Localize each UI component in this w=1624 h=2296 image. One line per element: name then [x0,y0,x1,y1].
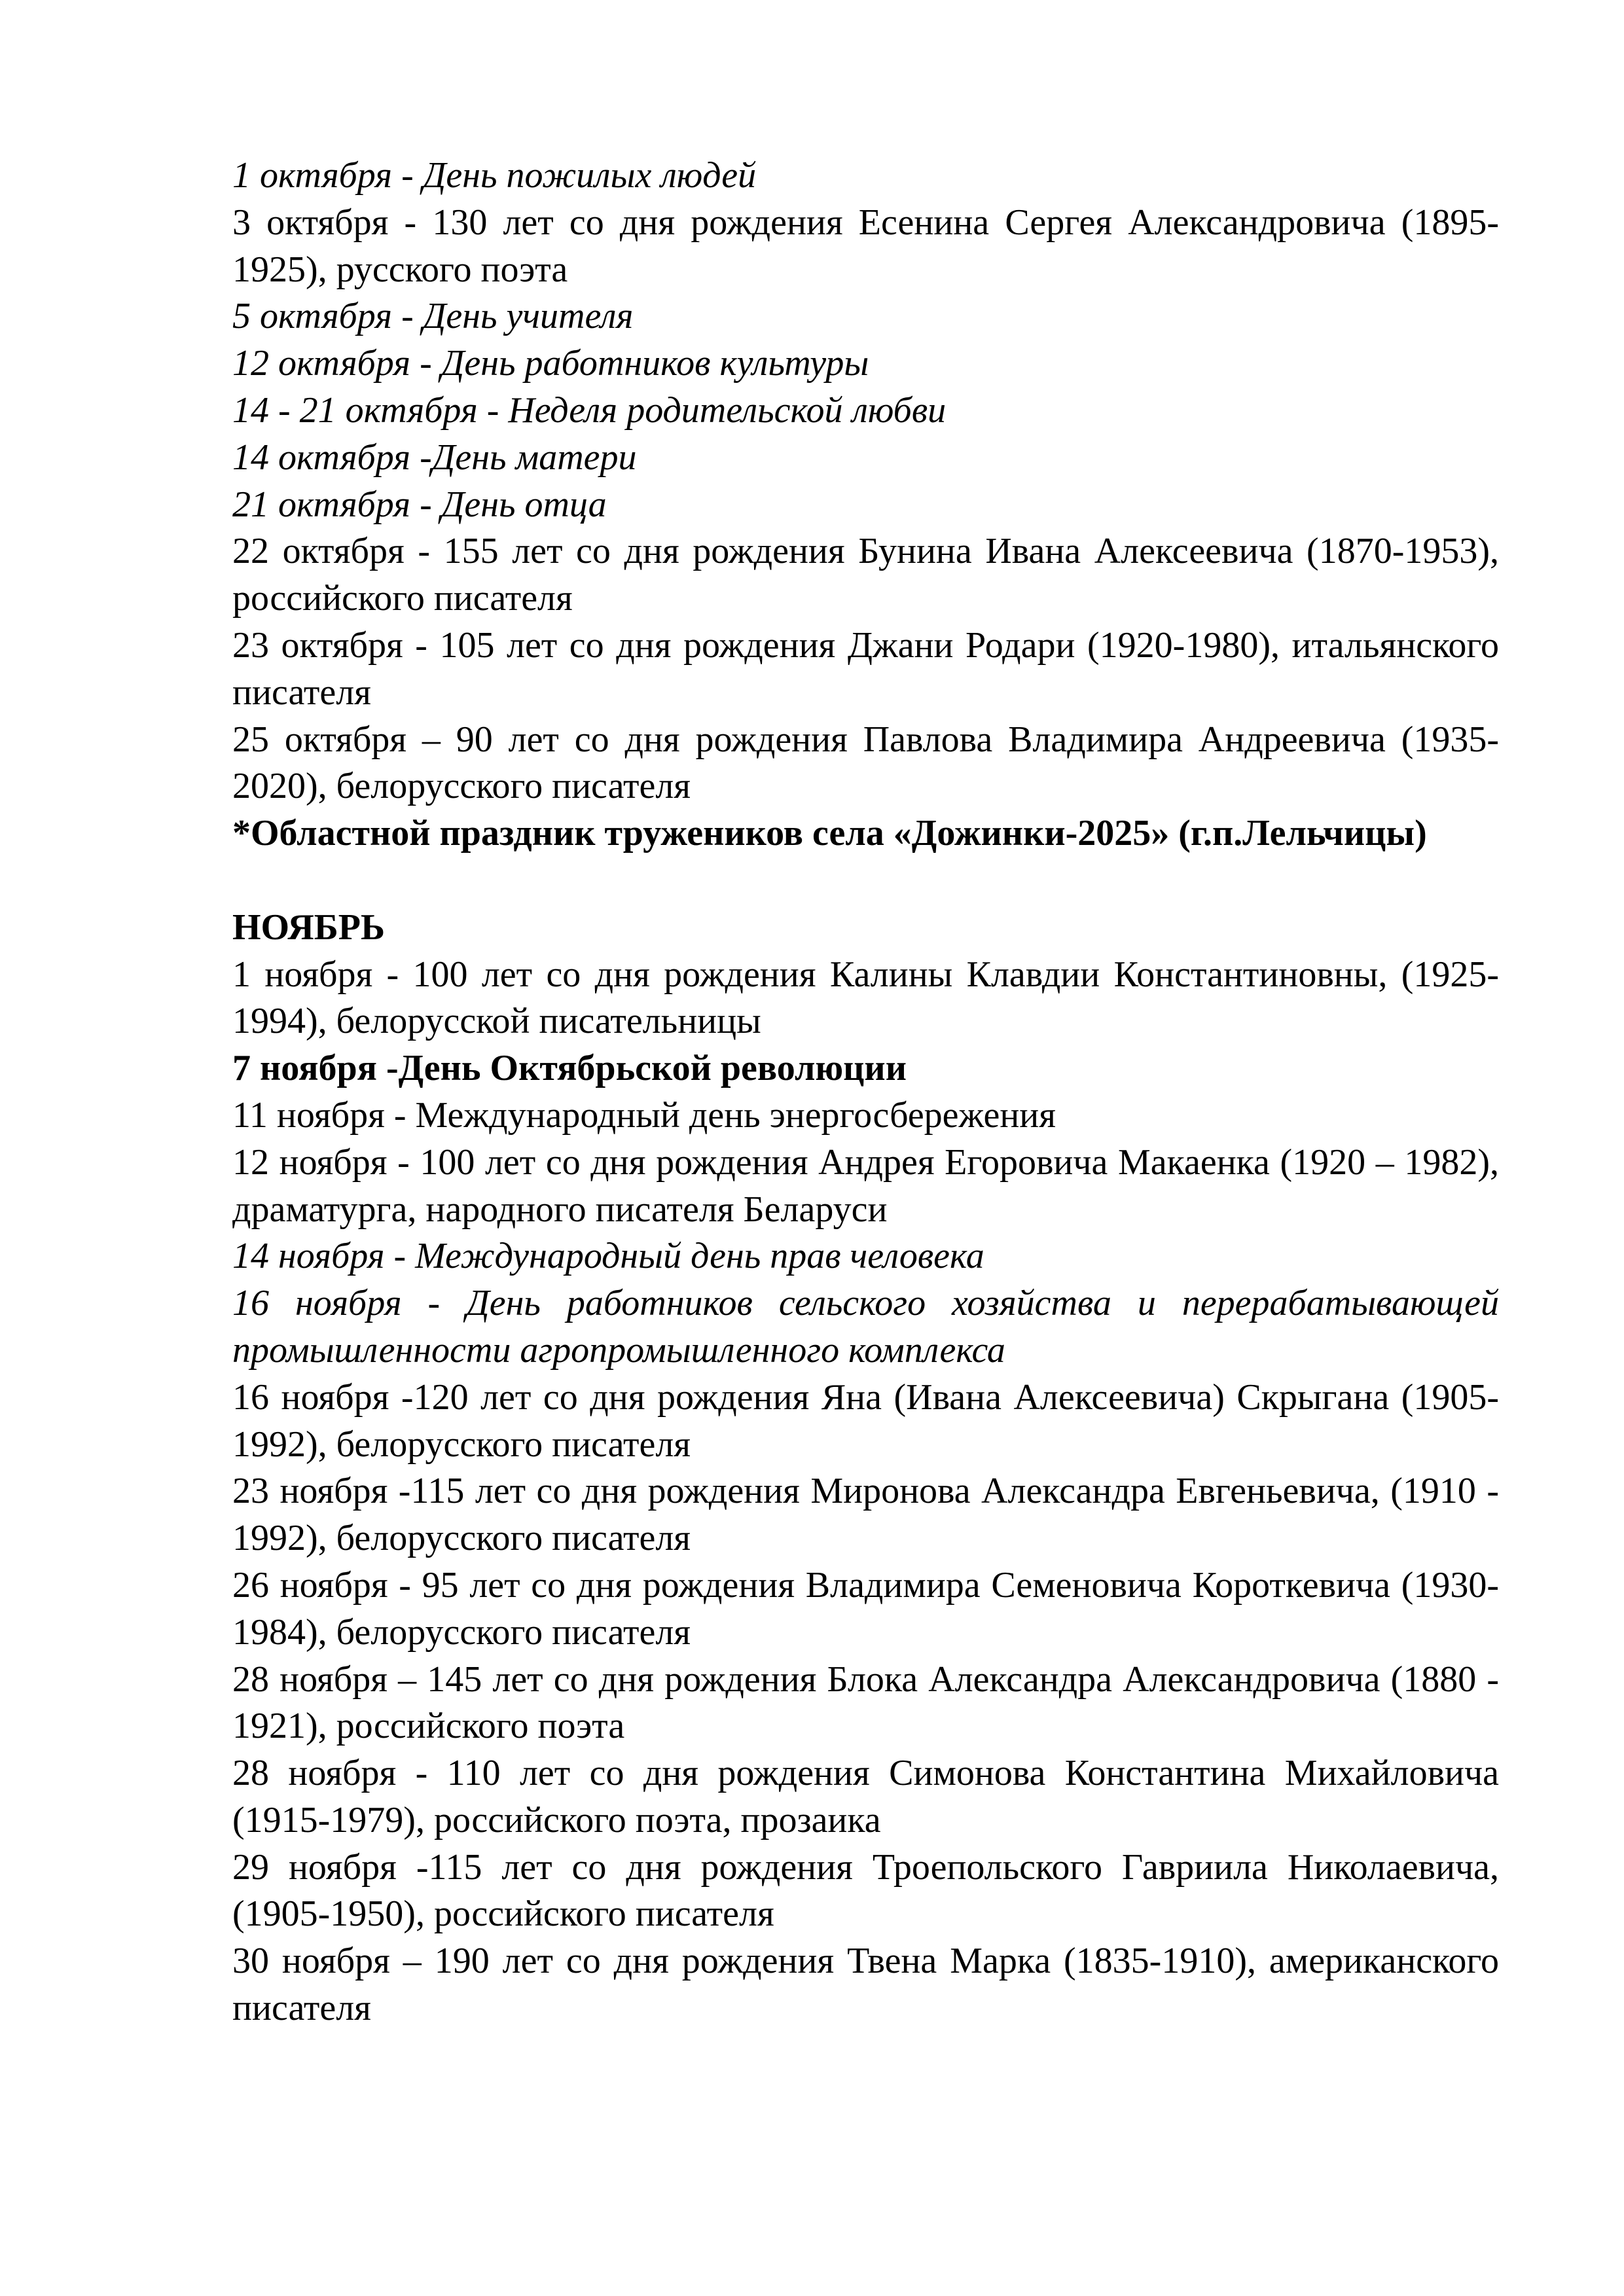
list-item: 28 ноября – 145 лет со дня рождения Блока Александра Александровича (1880 - 1921), российского поэта [232,1659,1499,1747]
list-item: 16 ноября - День работников сельского хозяйства и перерабатывающей промышленности агропромышленного комплекса [232,1283,1499,1371]
list-item: 12 ноября - 100 лет со дня рождения Андрея Егоровича Макаенка (1920 – 1982), драматурга, народного писателя Беларуси [232,1141,1499,1230]
list-item: 25 октября – 90 лет со дня рождения Павлова Владимира Андреевича (1935-2020), белорусского писателя [232,719,1499,807]
list-item: 7 ноября -День Октябрьской революции [232,1048,907,1089]
list-item: 11 ноября - Международный день энергосбережения [232,1094,1056,1136]
list-item: 16 ноября -120 лет со дня рождения Яна (Ивана Алексеевича) Скрыгана (1905-1992), белорусского писателя [232,1376,1499,1465]
list-item: 26 ноября - 95 лет со дня рождения Владимира Семеновича Короткевича (1930-1984), белорусского писателя [232,1564,1499,1653]
list-item: 22 октября - 155 лет со дня рождения Бунина Ивана Алексеевича (1870-1953), российского писателя [232,531,1499,619]
list-item: 1 октября - День пожилых людей [232,155,757,196]
list-item: *Областной праздник тружеников села «Дожинки-2025» (г.п.Лельчицы) [232,813,1427,854]
list-item: 14 ноября - Международный день прав человека [232,1236,984,1277]
list-item: 3 октября - 130 лет со дня рождения Есенина Сергея Александровича (1895-1925), русского поэта [232,202,1499,290]
list-item: 1 ноября - 100 лет со дня рождения Калины Клавдии Константиновны, (1925-1994), белорусской писательницы [232,954,1499,1042]
list-item: 23 ноября -115 лет со дня рождения Миронова Александра Евгеньевича, (1910 - 1992), белорусского писателя [232,1471,1499,1559]
document-body [232,152,1499,2032]
list-item: 12 октября - День работников культуры [232,343,869,384]
list-item: 29 ноября -115 лет со дня рождения Троепольского Гавриила Николаевича, (1905-1950), российского писателя [232,1846,1499,1935]
list-item: 23 октября - 105 лет со дня рождения Джани Родари (1920-1980), итальянского писателя [232,624,1499,713]
section-heading: НОЯБРЬ [232,906,386,948]
list-item: 5 октября - День учителя [232,296,634,337]
list-item: 14 октября -День матери [232,437,637,478]
section-spacer [232,857,1499,905]
list-item: 28 ноября - 110 лет со дня рождения Симонова Константина Михайловича (1915-1979), российского поэта, прозаика [232,1753,1499,1840]
list-item: 21 октября - День отца [232,484,607,525]
list-item: 14 - 21 октября - Неделя родительской любви [232,389,947,431]
list-item: 30 ноября – 190 лет со дня рождения Твена Марка (1835-1910), американского писателя [232,1941,1499,2029]
